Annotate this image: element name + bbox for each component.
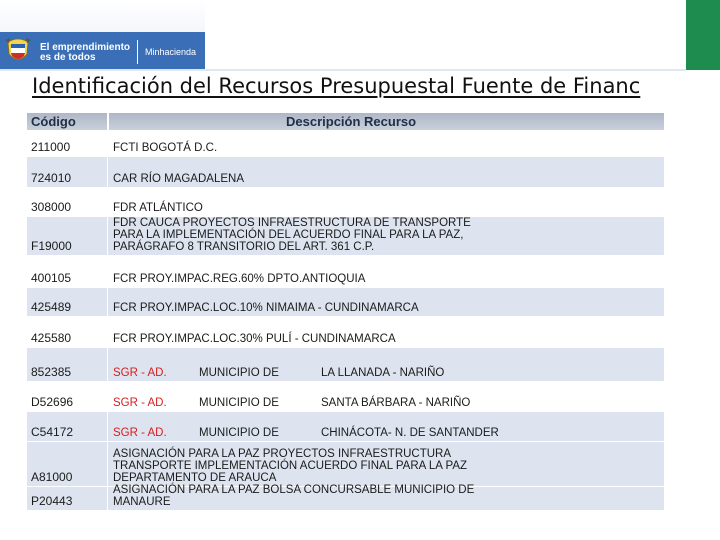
column-divider [107, 412, 108, 442]
municipality-label: MUNICIPIO DE [199, 397, 279, 409]
resource-description: FDR CAUCA PROYECTOS INFRAESTRUCTURA DE TRANSPORTE PARA LA IMPLEMENTACIÓN DEL ACUERDO FINAL PARA LA PAZ, PARÁGRAFO 8 TRANSITORIO DEL ART. 361 C.P. [113, 217, 471, 253]
table-row [27, 130, 664, 157]
table-row [27, 288, 664, 317]
top-header [0, 0, 720, 70]
table-row [27, 217, 664, 256]
resource-code: 425489 [31, 300, 72, 314]
column-divider [107, 256, 108, 288]
table-row [27, 484, 664, 511]
brand-separator [137, 40, 138, 64]
resources-table [27, 113, 664, 511]
resource-description: ASIGNACIÓN PARA LA PAZ BOLSA CONCURSABLE MUNICIPIO DE MANAURE [113, 484, 475, 508]
resource-description: FCR PROY.IMPAC.REG.60% DPTO.ANTIOQUIA [113, 273, 366, 285]
table-header [27, 113, 664, 130]
header-column-divider [107, 113, 109, 130]
resource-code: 211000 [31, 140, 71, 154]
place-name: CHINÁCOTA- N. DE SANTANDER [321, 427, 499, 439]
column-divider [107, 317, 108, 348]
brand-slogan [40, 43, 130, 63]
municipality-label: MUNICIPIO DE [199, 367, 279, 379]
table-row [27, 412, 664, 442]
column-divider [107, 288, 108, 317]
resource-description: FCR PROY.IMPAC.LOC.30% PULÍ - CUNDINAMARCA [113, 333, 396, 345]
table-row [27, 382, 664, 412]
resource-description [113, 397, 661, 409]
table-row [27, 157, 664, 188]
row-separator [27, 510, 664, 511]
column-divider [107, 217, 108, 256]
resource-code: C54172 [31, 425, 74, 439]
resource-code: P20443 [31, 494, 73, 508]
municipality-label: MUNICIPIO DE [199, 427, 279, 439]
column-divider [107, 188, 108, 217]
table-row [27, 442, 664, 487]
ministry-label: Minhacienda [145, 47, 197, 57]
resource-code: A81000 [31, 470, 73, 484]
column-divider [107, 442, 108, 487]
resource-description [113, 427, 661, 439]
sgr-label: SGR - AD. [113, 427, 167, 439]
resource-description: FCR PROY.IMPAC.LOC.10% NIMAIMA - CUNDINAMARCA [113, 302, 419, 314]
column-header-code: Código [31, 114, 76, 129]
resource-description: FDR ATLÁNTICO [113, 202, 203, 214]
table-row [27, 348, 664, 382]
table-row [27, 317, 664, 348]
colombia-coat-of-arms-icon [4, 36, 32, 66]
resource-description: ASIGNACIÓN PARA LA PAZ PROYECTOS INFRAESTRUCTURA TRANSPORTE IMPLEMENTACIÓN ACUERDO FINAL PARA LA PAZ DEPARTAMENTO DE ARAUCA [113, 448, 468, 484]
column-divider [107, 382, 108, 412]
table-row [27, 256, 664, 288]
resource-code: 308000 [31, 200, 72, 214]
resource-description: FCTI BOGOTÁ D.C. [113, 142, 218, 154]
table-row [27, 188, 664, 217]
header-fade [0, 0, 205, 32]
header-divider [0, 69, 686, 71]
resource-code: D52696 [31, 395, 74, 409]
resource-code: 852385 [31, 365, 72, 379]
resource-code: F19000 [31, 239, 72, 253]
brand-line-1: El emprendimiento [40, 42, 131, 53]
page-title: Identificación del Recursos Presupuestal Fuente de Financ [32, 74, 641, 98]
sgr-label: SGR - AD. [113, 397, 167, 409]
column-header-description: Descripción Recurso [286, 114, 417, 129]
column-divider [107, 130, 108, 157]
resource-description: CAR RÍO MAGADALENA [113, 173, 244, 185]
green-accent-bar [686, 0, 720, 70]
sgr-label: SGR - AD. [113, 367, 167, 379]
column-divider [107, 157, 108, 188]
place-name: LA LLANADA - NARIÑO [321, 367, 445, 379]
column-divider [107, 348, 108, 382]
resource-code: 400105 [31, 271, 72, 285]
place-name: SANTA BÁRBARA - NARIÑO [321, 397, 471, 409]
resource-description [113, 367, 661, 379]
resource-code: 724010 [31, 171, 72, 185]
resource-code: 425580 [31, 331, 72, 345]
column-divider [107, 487, 108, 511]
brand-line-2: es de todos [40, 52, 96, 63]
